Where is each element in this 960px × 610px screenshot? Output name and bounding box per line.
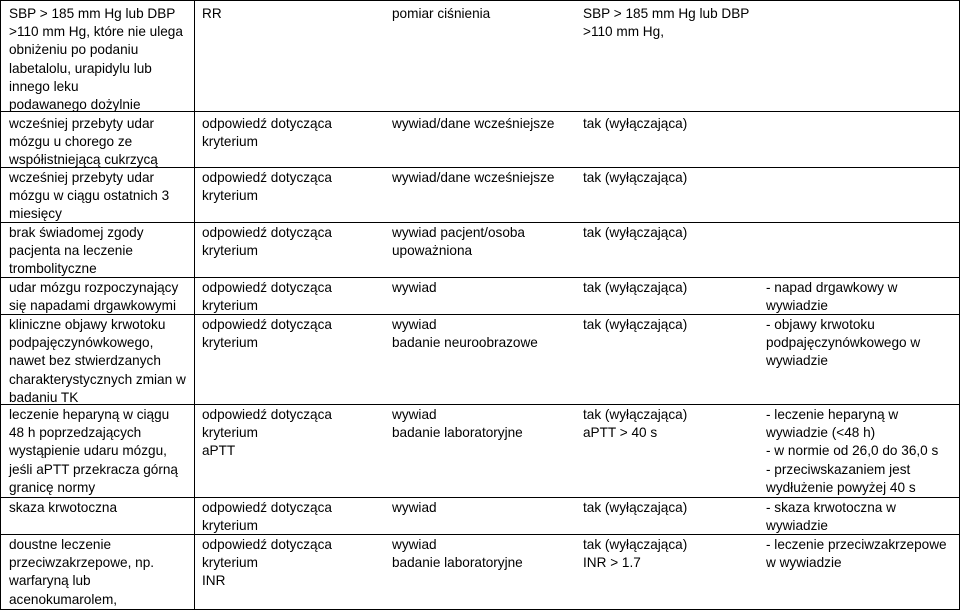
cell-value: tak (wyłączająca): [583, 500, 688, 515]
cell-response: odpowiedź dotycząca kryterium: [202, 116, 332, 150]
cell-response: odpowiedź dotycząca kryterium: [202, 280, 332, 314]
cell-comment: - napad drgawkowy w wywiadzie: [766, 280, 898, 314]
cell-source: wywiad badanie laboratoryjne: [392, 537, 523, 571]
column-border: [194, 0, 195, 610]
cell-criterion: SBP > 185 mm Hg lub DBP >110 mm Hg, które nie ulega obniżeniu po podaniu labetalolu, urapidylu lub innego leku podawanego dożylnie: [9, 6, 183, 113]
cell-value: tak (wyłączająca): [583, 170, 688, 185]
column-border: [0, 0, 1, 610]
cell-criterion: wcześniej przebyty udar mózgu u chorego ze współistniejącą cukrzycą: [9, 116, 158, 168]
cell-value: SBP > 185 mm Hg lub DBP >110 mm Hg,: [583, 6, 750, 40]
cell-source: wywiad/dane wcześniejsze: [392, 116, 555, 131]
cell-comment: - leczenie przeciwzakrzepowe w wywiadzie: [766, 537, 947, 571]
cell-criterion: brak świadomej zgody pacjenta na leczenie trombolityczne: [9, 225, 144, 277]
cell-value: tak (wyłączająca) INR > 1.7: [583, 537, 688, 571]
cell-source: wywiad pacjent/osoba upoważniona: [392, 225, 525, 259]
cell-source: wywiad/dane wcześniejsze: [392, 170, 555, 185]
cell-response: odpowiedź dotycząca kryterium: [202, 317, 332, 351]
cell-criterion: udar mózgu rozpoczynający się napadami drgawkowymi: [9, 280, 179, 314]
cell-response: odpowiedź dotycząca kryterium: [202, 225, 332, 259]
cell-response: odpowiedź dotycząca kryterium: [202, 500, 332, 534]
cell-value: tak (wyłączająca): [583, 280, 688, 295]
cell-criterion: leczenie heparyną w ciągu 48 h poprzedzających wystąpienie udaru mózgu, jeśli aPTT przekracza górną granicę normy: [9, 407, 178, 495]
cell-value: tak (wyłączająca) aPTT > 40 s: [583, 407, 688, 441]
cell-comment: - leczenie heparyną w wywiadzie (<48 h) - w normie od 26,0 do 36,0 s - przeciwskazaniem jest wydłużenie powyżej 40 s: [766, 407, 939, 495]
row-border: [0, 0, 960, 1]
cell-criterion: skaza krwotoczna: [9, 500, 118, 515]
cell-source: wywiad badanie laboratoryjne: [392, 407, 523, 441]
cell-source: wywiad badanie neuroobrazowe: [392, 317, 538, 351]
cell-value: tak (wyłączająca): [583, 116, 688, 131]
cell-source: wywiad: [392, 280, 437, 295]
cell-source: wywiad: [392, 500, 437, 515]
cell-value: tak (wyłączająca): [583, 225, 688, 240]
cell-response: RR: [202, 6, 222, 21]
row-border: [0, 497, 960, 498]
cell-response: odpowiedź dotycząca kryterium: [202, 170, 332, 204]
cell-criterion: doustne leczenie przeciwzakrzepowe, np. warfaryną lub acenokumarolem,: [9, 537, 155, 607]
cell-criterion: kliniczne objawy krwotoku podpajęczynówkowego, nawet bez stwierdzanych charakterystycznych zmian w badaniu TK: [9, 317, 186, 405]
cell-comment: - objawy krwotoku podpajęczynówkowego w wywiadzie: [766, 317, 921, 369]
cell-source: pomiar ciśnienia: [392, 6, 491, 21]
cell-response: odpowiedź dotycząca kryterium INR: [202, 537, 332, 589]
cell-criterion: wcześniej przebyty udar mózgu w ciągu ostatnich 3 miesięcy: [9, 170, 170, 222]
cell-comment: - skaza krwotoczna w wywiadzie: [766, 500, 896, 534]
cell-response: odpowiedź dotycząca kryterium aPTT: [202, 407, 332, 459]
cell-value: tak (wyłączająca): [583, 317, 688, 332]
